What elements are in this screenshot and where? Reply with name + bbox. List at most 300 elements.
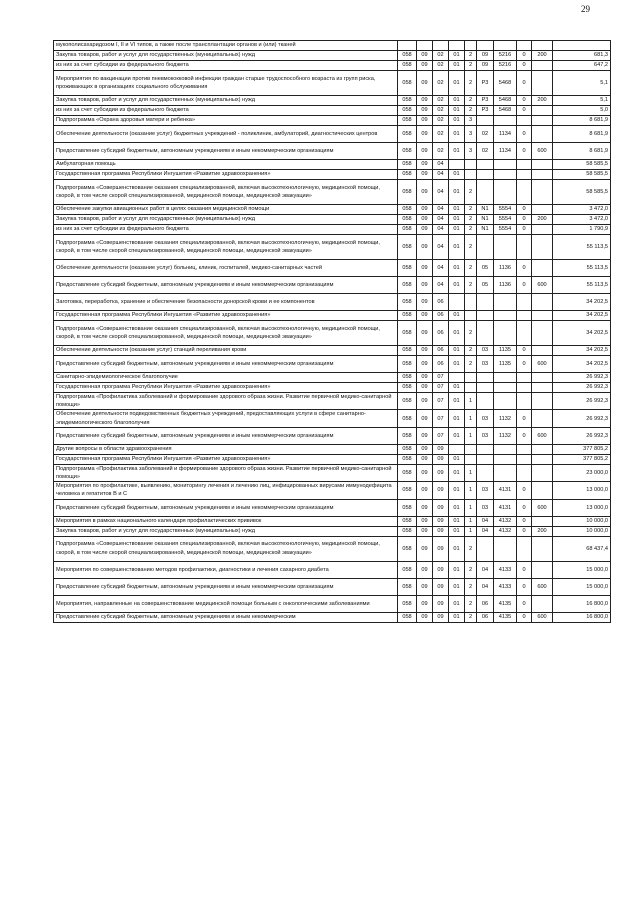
row-amount: 26 992,3 <box>553 373 611 383</box>
code-direction: 5468 <box>494 106 517 116</box>
code-direction <box>494 536 517 561</box>
row-amount: 5,1 <box>553 96 611 106</box>
code-subsection: 07 <box>433 393 449 410</box>
table-row <box>54 578 611 595</box>
code-subsection: 04 <box>433 215 449 225</box>
code-subprogram: 2 <box>465 612 477 622</box>
code-section: 09 <box>417 160 433 170</box>
code-program: 01 <box>449 526 465 536</box>
code-subprogram: 2 <box>465 106 477 116</box>
code-section: 09 <box>417 71 433 96</box>
code-program: 01 <box>449 612 465 622</box>
code-grbs: 058 <box>398 393 417 410</box>
code-subprogram: 1 <box>465 526 477 536</box>
code-sub: 0 <box>517 612 532 622</box>
code-event: N1 <box>477 215 494 225</box>
code-sub: 0 <box>517 96 532 106</box>
code-sub: 0 <box>517 410 532 427</box>
row-amount: 1 790,9 <box>553 225 611 235</box>
code-sub: 0 <box>517 526 532 536</box>
code-subsection: 04 <box>433 277 449 294</box>
row-amount: 26 992,3 <box>553 383 611 393</box>
code-subsection <box>433 41 449 51</box>
code-event <box>477 321 494 346</box>
code-section: 09 <box>417 482 433 499</box>
code-section: 09 <box>417 311 433 321</box>
code-event <box>477 444 494 454</box>
table-row <box>54 205 611 215</box>
code-program: 01 <box>449 464 465 481</box>
code-sub <box>517 373 532 383</box>
code-direction: 5216 <box>494 61 517 71</box>
code-vr <box>532 346 553 356</box>
code-direction <box>494 454 517 464</box>
code-sub <box>517 383 532 393</box>
code-vr <box>532 373 553 383</box>
code-direction <box>494 116 517 126</box>
code-event <box>477 170 494 180</box>
row-amount: 13 000,0 <box>553 482 611 499</box>
code-subprogram: 2 <box>465 356 477 373</box>
table-row <box>54 410 611 427</box>
code-direction <box>494 170 517 180</box>
code-grbs <box>398 41 417 51</box>
row-amount: 3 472,0 <box>553 205 611 215</box>
code-sub: 0 <box>517 356 532 373</box>
row-name: Обеспечение закупки авиационных работ в целях оказания медицинской помощи <box>54 205 398 215</box>
code-direction: 4133 <box>494 561 517 578</box>
code-direction: 1132 <box>494 410 517 427</box>
code-section: 09 <box>417 373 433 383</box>
code-grbs: 058 <box>398 260 417 277</box>
code-program: 01 <box>449 205 465 215</box>
code-vr: 200 <box>532 96 553 106</box>
code-section: 09 <box>417 383 433 393</box>
code-grbs: 058 <box>398 205 417 215</box>
row-amount: 16 800,0 <box>553 595 611 612</box>
code-event: N1 <box>477 205 494 215</box>
code-grbs: 058 <box>398 612 417 622</box>
code-program: 01 <box>449 215 465 225</box>
code-subsection: 09 <box>433 578 449 595</box>
code-direction: 5554 <box>494 225 517 235</box>
code-program: 01 <box>449 346 465 356</box>
table-row <box>54 126 611 143</box>
code-vr <box>532 464 553 481</box>
code-section: 09 <box>417 51 433 61</box>
code-grbs: 058 <box>398 482 417 499</box>
code-subprogram <box>465 160 477 170</box>
table-row <box>54 51 611 61</box>
table-row <box>54 536 611 561</box>
row-name: Государственная программа Республики Ингушетия «Развитие здравоохранения» <box>54 383 398 393</box>
code-subprogram: 1 <box>465 516 477 526</box>
row-amount: 377 805,2 <box>553 454 611 464</box>
code-program <box>449 160 465 170</box>
code-sub: 0 <box>517 215 532 225</box>
code-subprogram: 1 <box>465 464 477 481</box>
code-subsection: 09 <box>433 454 449 464</box>
code-subsection: 07 <box>433 410 449 427</box>
code-sub: 0 <box>517 205 532 215</box>
code-section: 09 <box>417 561 433 578</box>
table-row <box>54 180 611 205</box>
code-grbs: 058 <box>398 277 417 294</box>
row-name: Предоставление субсидий бюджетным, автономным учреждениям и иным некоммерческим организациям <box>54 356 398 373</box>
row-name: Мероприятия по вакцинации против пневмококковой инфекции граждан старше трудоспособного возраста из групп риска, проживающих в организациях социального обслуживания <box>54 71 398 96</box>
code-sub <box>517 180 532 205</box>
table-row <box>54 393 611 410</box>
code-sub: 0 <box>517 61 532 71</box>
code-program: 01 <box>449 427 465 444</box>
page-number: 29 <box>581 4 590 14</box>
code-event <box>477 536 494 561</box>
code-subsection: 04 <box>433 170 449 180</box>
code-event: 06 <box>477 595 494 612</box>
code-program: 01 <box>449 321 465 346</box>
row-name: из них за счет субсидии из федерального бюджета <box>54 106 398 116</box>
code-section: 09 <box>417 225 433 235</box>
row-name: Мероприятия по совершенствованию методов профилактики, диагностики и лечения сахарного диабета <box>54 561 398 578</box>
row-amount: 15 000,0 <box>553 561 611 578</box>
code-program: 01 <box>449 578 465 595</box>
code-vr: 600 <box>532 143 553 160</box>
code-subsection: 02 <box>433 51 449 61</box>
code-event: 03 <box>477 356 494 373</box>
code-program: 01 <box>449 143 465 160</box>
code-section: 09 <box>417 346 433 356</box>
code-section: 09 <box>417 260 433 277</box>
code-subsection: 07 <box>433 383 449 393</box>
row-amount: 647,2 <box>553 61 611 71</box>
code-event: 06 <box>477 612 494 622</box>
code-program: 01 <box>449 116 465 126</box>
code-sub <box>517 170 532 180</box>
table-row <box>54 311 611 321</box>
code-section: 09 <box>417 444 433 454</box>
code-subprogram: 2 <box>465 346 477 356</box>
code-program: 01 <box>449 235 465 260</box>
code-sub <box>517 536 532 561</box>
table-row <box>54 235 611 260</box>
code-section: 09 <box>417 170 433 180</box>
code-event: 03 <box>477 482 494 499</box>
code-event: 03 <box>477 346 494 356</box>
row-name: Мероприятия по профилактике, выявлению, мониторингу лечения и лечению лиц, инфицированных вирусами иммунодефицита человека и гепатитов В и С <box>54 482 398 499</box>
row-name: мукополисахаридозом I, II и VI типов, а также после трансплантации органов и (или) тканей <box>54 41 398 51</box>
table-row <box>54 160 611 170</box>
code-direction <box>494 321 517 346</box>
code-section: 09 <box>417 143 433 160</box>
code-direction: 4135 <box>494 595 517 612</box>
row-name: из них за счет субсидии из федерального бюджета <box>54 225 398 235</box>
code-subprogram: 3 <box>465 143 477 160</box>
code-subsection: 04 <box>433 205 449 215</box>
code-sub <box>517 294 532 311</box>
row-amount: 3 472,0 <box>553 215 611 225</box>
table-row <box>54 170 611 180</box>
code-direction: 1132 <box>494 427 517 444</box>
code-subsection: 06 <box>433 311 449 321</box>
code-subsection: 02 <box>433 106 449 116</box>
code-direction <box>494 383 517 393</box>
row-amount: 13 000,0 <box>553 499 611 516</box>
code-vr <box>532 260 553 277</box>
code-section: 09 <box>417 205 433 215</box>
row-name: Предоставление субсидий бюджетным, автономным учреждениям и иным некоммерческим организациям <box>54 427 398 444</box>
code-subprogram: 2 <box>465 260 477 277</box>
code-subprogram <box>465 41 477 51</box>
code-section: 09 <box>417 235 433 260</box>
code-subprogram: 1 <box>465 499 477 516</box>
code-subsection: 09 <box>433 561 449 578</box>
code-sub: 0 <box>517 71 532 96</box>
code-subprogram: 2 <box>465 277 477 294</box>
code-vr <box>532 454 553 464</box>
code-vr <box>532 205 553 215</box>
code-section: 09 <box>417 499 433 516</box>
code-subsection: 04 <box>433 235 449 260</box>
code-subprogram <box>465 444 477 454</box>
code-vr <box>532 516 553 526</box>
code-subprogram: 1 <box>465 410 477 427</box>
code-section: 09 <box>417 578 433 595</box>
code-event: N1 <box>477 225 494 235</box>
code-grbs: 058 <box>398 106 417 116</box>
code-direction: 4133 <box>494 578 517 595</box>
code-vr <box>532 126 553 143</box>
code-subsection: 04 <box>433 180 449 205</box>
row-name: Обеспечение деятельности (оказание услуг) больниц, клиник, госпиталей, медико-санитарных частей <box>54 260 398 277</box>
code-subsection: 02 <box>433 116 449 126</box>
row-amount: 10 000,0 <box>553 516 611 526</box>
code-subsection: 09 <box>433 499 449 516</box>
code-vr: 600 <box>532 499 553 516</box>
row-name: Предоставление субсидий бюджетным, автономным учреждениям и иным некоммерческим организациям <box>54 578 398 595</box>
row-amount: 8 681,9 <box>553 116 611 126</box>
code-section: 09 <box>417 595 433 612</box>
code-program: 01 <box>449 106 465 116</box>
code-sub <box>517 321 532 346</box>
code-grbs: 058 <box>398 346 417 356</box>
code-sub: 0 <box>517 427 532 444</box>
code-subprogram: 2 <box>465 235 477 260</box>
row-amount: 5,1 <box>553 71 611 96</box>
code-subprogram: 2 <box>465 225 477 235</box>
code-grbs: 058 <box>398 170 417 180</box>
table-row <box>54 106 611 116</box>
code-subsection: 06 <box>433 321 449 346</box>
code-grbs: 058 <box>398 356 417 373</box>
code-grbs: 058 <box>398 464 417 481</box>
code-subprogram: 1 <box>465 427 477 444</box>
row-name: Предоставление субсидий бюджетным, автономным учреждениям и иным некоммерческим организациям <box>54 143 398 160</box>
code-grbs: 058 <box>398 410 417 427</box>
row-name: Государственная программа Республики Ингушетия «Развитие здравоохранения» <box>54 170 398 180</box>
row-amount: 55 113,5 <box>553 277 611 294</box>
row-name: Подпрограмма «Совершенствование оказания специализированной, включая высокотехнологичную, медицинской помощи, скорой, в том числе скорой специализированной, медицинской помощи, медицинской эвакуации» <box>54 321 398 346</box>
code-sub: 0 <box>517 561 532 578</box>
code-subsection: 04 <box>433 160 449 170</box>
code-sub: 0 <box>517 595 532 612</box>
code-direction: 5554 <box>494 215 517 225</box>
code-sub: 0 <box>517 499 532 516</box>
table-row <box>54 561 611 578</box>
code-vr <box>532 106 553 116</box>
code-subprogram: 2 <box>465 61 477 71</box>
table-row <box>54 427 611 444</box>
code-event: 02 <box>477 143 494 160</box>
table-row <box>54 143 611 160</box>
code-event: 04 <box>477 516 494 526</box>
code-sub <box>517 311 532 321</box>
code-sub: 0 <box>517 277 532 294</box>
code-subsection: 02 <box>433 71 449 96</box>
table-row <box>54 526 611 536</box>
code-section: 09 <box>417 427 433 444</box>
code-subsection: 09 <box>433 516 449 526</box>
code-section: 09 <box>417 126 433 143</box>
row-name: Закупка товаров, работ и услуг для государственных (муниципальных) нужд <box>54 215 398 225</box>
row-amount: 34 202,5 <box>553 311 611 321</box>
table-row <box>54 41 611 51</box>
code-vr <box>532 180 553 205</box>
row-amount: 16 800,0 <box>553 612 611 622</box>
row-name: из них за счет субсидии из федерального бюджета <box>54 61 398 71</box>
code-grbs: 058 <box>398 51 417 61</box>
code-vr <box>532 294 553 311</box>
row-amount: 58 585,5 <box>553 170 611 180</box>
code-sub: 0 <box>517 516 532 526</box>
code-event <box>477 116 494 126</box>
code-grbs: 058 <box>398 116 417 126</box>
code-program: 01 <box>449 170 465 180</box>
code-vr <box>532 321 553 346</box>
code-sub: 0 <box>517 225 532 235</box>
code-subsection: 04 <box>433 260 449 277</box>
table-row <box>54 482 611 499</box>
row-name: Заготовка, переработка, хранение и обеспечение безопасности донорской крови и ее компонентов <box>54 294 398 311</box>
code-vr <box>532 482 553 499</box>
row-name: Мероприятия в рамках национального календаря профилактических прививок <box>54 516 398 526</box>
code-grbs: 058 <box>398 225 417 235</box>
code-grbs: 058 <box>398 499 417 516</box>
row-name: Подпрограмма «Совершенствование оказания специализированной, включая высокотехнологичную, медицинской помощи, скорой, в том числе скорой специализированной, медицинской помощи, медицинской эвакуации» <box>54 180 398 205</box>
row-name: Подпрограмма «Профилактика заболеваний и формирование здорового образа жизни. Развитие первичной медико-санитарной помощи» <box>54 464 398 481</box>
code-program <box>449 41 465 51</box>
code-direction: 5468 <box>494 71 517 96</box>
code-subprogram: 2 <box>465 51 477 61</box>
code-event: 05 <box>477 260 494 277</box>
table-row <box>54 215 611 225</box>
table-row <box>54 356 611 373</box>
code-event <box>477 311 494 321</box>
code-direction: 1136 <box>494 277 517 294</box>
table-row <box>54 444 611 454</box>
code-event <box>477 383 494 393</box>
code-direction: 1135 <box>494 346 517 356</box>
code-program: 01 <box>449 61 465 71</box>
code-event <box>477 294 494 311</box>
row-name: Закупка товаров, работ и услуг для государственных (муниципальных) нужд <box>54 96 398 106</box>
code-sub: 0 <box>517 143 532 160</box>
code-event: 04 <box>477 578 494 595</box>
code-program: 01 <box>449 71 465 96</box>
row-amount: 26 992,3 <box>553 410 611 427</box>
code-grbs: 058 <box>398 444 417 454</box>
code-vr <box>532 311 553 321</box>
code-program <box>449 444 465 454</box>
code-direction: 5468 <box>494 96 517 106</box>
table-row <box>54 499 611 516</box>
code-event: 04 <box>477 526 494 536</box>
row-name: Подпрограмма «Совершенствование оказания специализированной, включая высокотехнологичную, медицинской помощи, скорой, в том числе скорой специализированной, медицинской помощи, медицинской эвакуации» <box>54 235 398 260</box>
code-event: 09 <box>477 61 494 71</box>
code-event: 02 <box>477 126 494 143</box>
code-subprogram: 2 <box>465 578 477 595</box>
code-subprogram: 3 <box>465 116 477 126</box>
code-grbs: 058 <box>398 578 417 595</box>
code-direction: 5554 <box>494 205 517 215</box>
code-event: Р3 <box>477 106 494 116</box>
code-subprogram <box>465 170 477 180</box>
row-name: Санитарно-эпидемиологическое благополучие <box>54 373 398 383</box>
code-direction: 4135 <box>494 612 517 622</box>
code-subsection: 09 <box>433 444 449 454</box>
table-row <box>54 346 611 356</box>
code-sub: 0 <box>517 482 532 499</box>
code-grbs: 058 <box>398 536 417 561</box>
code-sub: 0 <box>517 346 532 356</box>
code-program: 01 <box>449 225 465 235</box>
code-program: 01 <box>449 96 465 106</box>
code-grbs: 058 <box>398 516 417 526</box>
code-sub: 0 <box>517 51 532 61</box>
row-name: Государственная программа Республики Ингушетия «Развитие здравоохранения» <box>54 454 398 464</box>
code-sub <box>517 454 532 464</box>
code-grbs: 058 <box>398 454 417 464</box>
row-amount <box>553 41 611 51</box>
code-direction: 1134 <box>494 126 517 143</box>
code-subprogram: 2 <box>465 180 477 205</box>
code-vr <box>532 225 553 235</box>
code-section: 09 <box>417 454 433 464</box>
row-name: Мероприятия, направленные на совершенствование медицинской помощи больным с онкологическими заболеваниями <box>54 595 398 612</box>
code-program <box>449 373 465 383</box>
code-program: 01 <box>449 277 465 294</box>
code-grbs: 058 <box>398 595 417 612</box>
code-direction: 4132 <box>494 526 517 536</box>
code-section: 09 <box>417 410 433 427</box>
code-event: Р3 <box>477 96 494 106</box>
row-amount: 26 992,3 <box>553 393 611 410</box>
code-vr: 600 <box>532 356 553 373</box>
code-subprogram <box>465 373 477 383</box>
code-section: 09 <box>417 96 433 106</box>
code-event <box>477 393 494 410</box>
code-program <box>449 294 465 311</box>
row-name: Обеспечение деятельности (оказание услуг) бюджетных учреждений - поликлиник, амбулаторий, диагностических центров <box>54 126 398 143</box>
row-amount: 8 681,9 <box>553 143 611 160</box>
code-subprogram <box>465 311 477 321</box>
table-row <box>54 294 611 311</box>
row-amount: 10 000,0 <box>553 526 611 536</box>
row-name: Обеспечение деятельности подведомственных бюджетных учреждений, предоставляющих услуги в сфере санитарно-эпидемиологического благополучия <box>54 410 398 427</box>
row-name: Подпрограмма «Охрана здоровья матери и ребенка» <box>54 116 398 126</box>
code-event <box>477 464 494 481</box>
code-vr <box>532 160 553 170</box>
code-subsection: 02 <box>433 96 449 106</box>
